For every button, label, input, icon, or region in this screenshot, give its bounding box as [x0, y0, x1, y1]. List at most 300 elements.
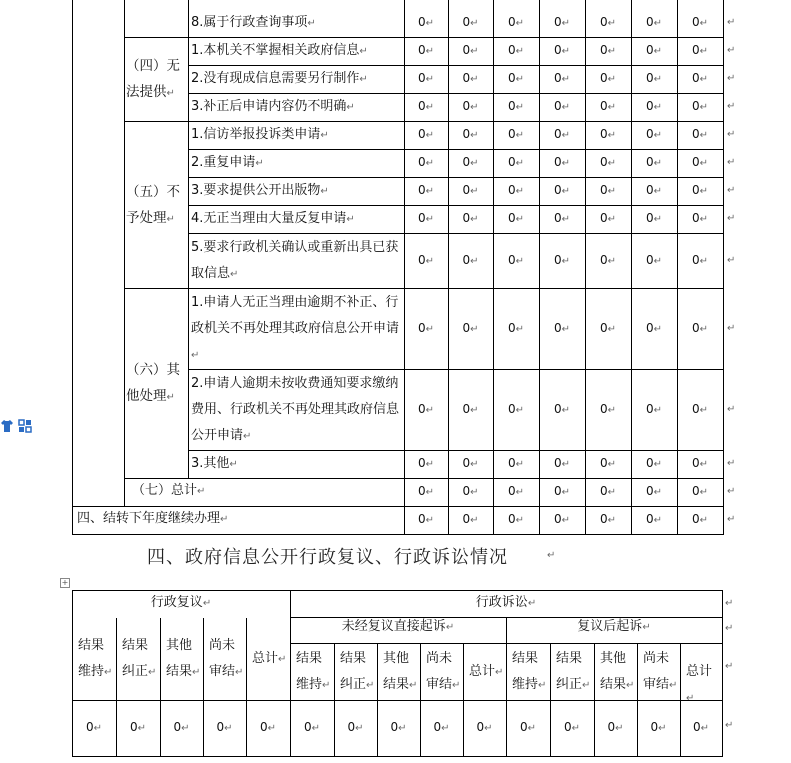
row-end-mark: ↵: [725, 598, 734, 609]
rule-h: [72, 534, 724, 535]
value-cell: 0↵: [417, 211, 435, 225]
paragraph-mark: ↵: [653, 255, 663, 267]
paragraph-mark: ↵: [398, 723, 407, 734]
paragraph-mark: ↵: [425, 404, 435, 416]
value-cell: 0↵: [462, 252, 479, 267]
row-label: 4.无正当理由大量反复申请↵: [191, 211, 355, 226]
paragraph-mark: ↵: [515, 487, 525, 498]
value-cell: 0↵: [417, 183, 435, 197]
paragraph-mark: ↵: [561, 46, 571, 57]
paragraph-mark: ↵: [653, 214, 663, 225]
paragraph-mark: ↵: [658, 723, 667, 734]
row-label: 1.信访举报投诉类申请↵: [191, 127, 329, 142]
paragraph-mark: ↵: [699, 323, 709, 335]
paragraph-mark: ↵: [571, 723, 581, 734]
paragraph-mark: ↵: [515, 186, 525, 197]
value-cell: 0↵: [129, 720, 147, 734]
review-col-header: 尚未审结↵: [209, 637, 244, 679]
after-col-header: 尚未审结↵: [643, 650, 678, 692]
paragraph-mark: ↵: [527, 723, 537, 734]
rule-v: [246, 618, 247, 757]
paragraph-mark: ↵: [699, 404, 709, 416]
paragraph-mark: ↵: [515, 130, 525, 141]
value-cell: 0↵: [417, 43, 435, 57]
paragraph-mark: ↵: [470, 17, 479, 29]
rule-v: [420, 643, 421, 757]
paragraph-mark: ↵: [561, 459, 571, 470]
paragraph-mark: ↵: [527, 598, 537, 609]
rule-h: [72, 756, 723, 757]
value-cell: 0↵: [390, 720, 407, 734]
value-cell: 0↵: [462, 456, 479, 470]
paragraph-mark: ↵: [699, 46, 709, 57]
group-label: （五）不予处理↵: [126, 183, 180, 226]
paragraph-mark: ↵: [699, 102, 709, 113]
paragraph-mark: ↵: [307, 17, 316, 29]
value-cell: 0↵: [507, 155, 525, 169]
paragraph-mark: ↵: [561, 515, 571, 526]
value-cell: 0↵: [417, 456, 435, 470]
paragraph-mark: ↵: [166, 392, 175, 403]
paragraph-mark: ↵: [653, 404, 663, 416]
value-cell: 0↵: [507, 43, 525, 57]
paragraph-mark: ↵: [425, 255, 435, 267]
paragraph-mark: ↵: [699, 74, 709, 85]
value-cell: 0↵: [553, 43, 571, 57]
carry-value: 0↵: [417, 512, 435, 526]
paragraph-mark: ↵: [607, 186, 617, 197]
paragraph-mark: ↵: [470, 74, 479, 85]
row-label: 1.申请人无正当理由逾期不补正、行政机关不再处理其政府信息公开申请↵: [191, 294, 400, 361]
paragraph-mark: ↵: [425, 459, 435, 470]
paragraph-mark: ↵: [699, 158, 709, 169]
paragraph-mark: ↵: [515, 404, 525, 416]
row-label: 3.补正后申请内容仍不明确↵: [191, 99, 355, 114]
row-label: 5.要求行政机关确认或重新出具已获取信息↵: [191, 239, 399, 281]
carry-value: 0↵: [507, 512, 525, 526]
value-cell: 0↵: [462, 183, 479, 197]
direct-suit-header: 未经复议直接起诉↵: [341, 619, 455, 634]
paragraph-mark: ↵: [425, 74, 435, 85]
value-cell: 0↵: [645, 14, 663, 29]
paragraph-mark: ↵: [425, 487, 435, 498]
paragraph-mark: ↵: [515, 515, 525, 526]
paragraph-mark: ↵: [607, 255, 617, 267]
value-cell: 0↵: [563, 720, 581, 734]
value-cell: 0↵: [691, 211, 709, 225]
paragraph-mark: ↵: [699, 487, 709, 498]
rule-v: [550, 643, 551, 757]
paragraph-mark: ↵: [699, 515, 709, 526]
paragraph-mark: ↵: [425, 102, 435, 113]
total-value: 0↵: [462, 484, 479, 498]
value-cell: 0↵: [645, 127, 663, 141]
review-header: 行政复议↵: [150, 595, 212, 610]
section-heading: 四、政府信息公开行政复议、行政诉讼情况: [147, 547, 508, 568]
value-cell: 0↵: [417, 99, 435, 113]
carry-value: 0↵: [599, 512, 617, 526]
paragraph-mark: ↵: [366, 679, 375, 691]
paragraph-mark: ↵: [202, 598, 212, 609]
paragraph-mark: ↵: [699, 459, 709, 470]
rule-h: [72, 700, 723, 701]
paragraph-mark: ↵: [93, 723, 103, 734]
paragraph-mark: ↵: [626, 679, 635, 691]
paragraph-mark: ↵: [515, 74, 525, 85]
paragraph-mark: ↵: [607, 459, 617, 470]
paragraph-mark: ↵: [278, 653, 287, 665]
value-cell: 0↵: [645, 320, 663, 335]
paragraph-mark: ↵: [197, 486, 206, 497]
paragraph-mark: ↵: [166, 88, 175, 99]
paragraph-mark: ↵: [355, 723, 364, 734]
paragraph-mark: ↵: [346, 214, 355, 225]
row-label: 2.重复申请↵: [191, 155, 264, 170]
total-value: 0↵: [507, 484, 525, 498]
value-cell: 0↵: [462, 211, 479, 225]
shirt-icon[interactable]: [0, 419, 14, 433]
paragraph-mark: ↵: [653, 46, 663, 57]
rule-v: [637, 643, 638, 757]
rule-v: [722, 590, 723, 757]
value-cell: 0↵: [553, 155, 571, 169]
total-value: 0↵: [599, 484, 617, 498]
value-cell: 0↵: [433, 720, 450, 734]
value-cell: 0↵: [599, 456, 617, 470]
paragraph-mark: ↵: [235, 666, 244, 678]
value-cell: 0↵: [553, 99, 571, 113]
paragraph-mark: ↵: [561, 323, 571, 335]
paragraph-mark: ↵: [582, 679, 591, 691]
paragraph-mark: ↵: [561, 214, 571, 225]
paragraph-mark: ↵: [561, 186, 571, 197]
value-cell: 0↵: [553, 127, 571, 141]
paragraph-mark: ↵: [538, 679, 547, 691]
value-cell: 0↵: [645, 155, 663, 169]
paragraph-mark: ↵: [515, 17, 525, 29]
value-cell: 0↵: [553, 401, 571, 416]
paragraph-mark: ↵: [607, 214, 617, 225]
row-end-mark: ↵: [725, 623, 734, 634]
value-cell: 0↵: [599, 155, 617, 169]
value-cell: 0↵: [691, 320, 709, 335]
paragraph-mark: ↵: [148, 666, 157, 678]
value-cell: 0↵: [645, 43, 663, 57]
row-end-mark: ↵: [727, 73, 736, 84]
value-cell: 0↵: [599, 211, 617, 225]
paragraph-mark: ↵: [653, 487, 663, 498]
paragraph-mark: ↵: [470, 323, 479, 335]
row-end-mark: ↵: [725, 720, 734, 731]
value-cell: 0↵: [645, 456, 663, 470]
paragraph-mark: ↵: [425, 323, 435, 335]
row-label: 2.申请人逾期未按收费通知要求缴纳费用、行政机关不再处理其政府信息公开申请↵: [191, 375, 400, 443]
paragraph-mark: ↵: [515, 323, 525, 335]
row-end-mark: ↵: [727, 45, 736, 56]
value-cell: 0↵: [507, 320, 525, 335]
value-cell: 0↵: [691, 127, 709, 141]
paragraph-mark: ↵: [653, 323, 663, 335]
value-cell: 0↵: [462, 71, 479, 85]
value-cell: 0↵: [645, 71, 663, 85]
paragraph-mark: ↵: [470, 102, 479, 113]
paragraph-mark: ↵: [359, 74, 368, 85]
row-label: 3.其他↵: [191, 456, 238, 471]
paragraph-mark: ↵: [267, 723, 277, 734]
paragraph-mark: ↵: [653, 186, 663, 197]
value-cell: 0↵: [553, 14, 571, 29]
paragraph-mark: ↵: [495, 666, 504, 678]
paragraph-mark: ↵: [607, 46, 617, 57]
paragraph-mark: ↵: [425, 158, 435, 169]
paragraph-mark: ↵: [166, 213, 175, 225]
rule-v: [203, 618, 204, 757]
value-cell: 0↵: [553, 211, 571, 225]
paragraph-mark: ↵: [669, 679, 678, 691]
value-cell: 0↵: [599, 43, 617, 57]
value-cell: 0↵: [691, 252, 709, 267]
paragraph-mark: ↵: [653, 74, 663, 85]
row-label: 2.没有现成信息需要另行制作↵: [191, 71, 368, 86]
paragraph-mark: ↵: [653, 459, 663, 470]
value-cell: 0↵: [519, 720, 537, 734]
value-cell: 0↵: [462, 127, 479, 141]
value-cell: 0↵: [507, 99, 525, 113]
paragraph-mark: ↵: [607, 323, 617, 335]
carry-value: 0↵: [691, 512, 709, 526]
value-cell: 0↵: [216, 720, 233, 734]
paragraph-mark: ↵: [699, 214, 709, 225]
rule-v: [594, 643, 595, 757]
paragraph-mark: ↵: [607, 404, 617, 416]
paragraph-mark: ↵: [653, 102, 663, 113]
paragraph-mark: ↵: [700, 723, 710, 734]
paragraph-mark: ↵: [484, 723, 493, 734]
rule-v: [124, 0, 125, 507]
value-cell: 0↵: [645, 401, 663, 416]
paragraph-mark: ↵: [255, 158, 264, 169]
paragraph-mark: ↵: [615, 723, 624, 734]
row-end-mark: ↵: [727, 322, 736, 334]
paragraph-mark: ↵: [653, 130, 663, 141]
paragraph-mark: ↵: [470, 487, 479, 498]
value-cell: 0↵: [691, 456, 709, 470]
after-review-header: 复议后起诉↵: [577, 619, 651, 634]
row-end-mark: ↵: [727, 101, 736, 112]
paragraph-mark: ↵: [561, 255, 571, 267]
value-cell: 0↵: [599, 71, 617, 85]
total-value: 0↵: [691, 484, 709, 498]
review-col-header: 结果纠正↵: [122, 637, 157, 679]
after-col-header: 结果纠正↵: [556, 650, 591, 692]
value-cell: 0↵: [691, 14, 709, 29]
value-cell: 0↵: [599, 14, 617, 29]
value-cell: 0↵: [462, 401, 479, 416]
paragraph-mark: ↵: [425, 46, 435, 57]
value-cell: 0↵: [476, 720, 493, 734]
direct-col-header: 其他结果↵: [383, 650, 418, 692]
paragraph-mark: ↵: [470, 404, 479, 416]
row-label: 1.本机关不掌握相关政府信息↵: [191, 43, 368, 58]
paragraph-mark: ↵: [425, 186, 435, 197]
value-cell: 0↵: [645, 99, 663, 113]
carry-value: 0↵: [462, 512, 479, 526]
paragraph-mark: ↵: [425, 214, 435, 225]
value-cell: 0↵: [417, 127, 435, 141]
rule-v: [334, 643, 335, 757]
value-cell: 0↵: [599, 401, 617, 416]
paragraph-mark: ↵: [653, 158, 663, 169]
value-cell: 0↵: [507, 456, 525, 470]
paragraph-mark: ↵: [452, 679, 461, 691]
value-cell: 0↵: [691, 43, 709, 57]
paragraph-mark: ↵: [561, 17, 571, 29]
paragraph-mark: ↵: [607, 17, 617, 29]
row-label: 8.属于行政查询事项↵: [191, 14, 316, 30]
paragraph-mark: ↵: [230, 268, 239, 280]
paragraph-mark: ↵: [547, 550, 556, 561]
carry-label: 四、结转下年度继续办理↵: [77, 511, 229, 526]
total-value: 0↵: [553, 484, 571, 498]
paragraph-mark: ↵: [642, 622, 651, 633]
paragraph-mark: ↵: [607, 158, 617, 169]
group-label: （六）其他处理↵: [126, 362, 180, 404]
paragraph-mark: ↵: [470, 46, 479, 57]
value-cell: 0↵: [303, 720, 321, 734]
value-cell: 0↵: [507, 183, 525, 197]
paragraph-mark: ↵: [191, 349, 200, 361]
paragraph-mark: ↵: [515, 255, 525, 267]
paragraph-mark: ↵: [515, 214, 525, 225]
paragraph-mark: ↵: [359, 46, 368, 57]
paragraph-mark: ↵: [320, 130, 329, 141]
value-cell: 0↵: [507, 71, 525, 85]
rule-v: [188, 0, 189, 479]
paragraph-mark: ↵: [515, 102, 525, 113]
value-cell: 0↵: [599, 320, 617, 335]
review-col-header: 结果维持↵: [78, 637, 113, 679]
value-cell: 0↵: [599, 183, 617, 197]
paragraph-mark: ↵: [515, 459, 525, 470]
review-col-header: 其他结果↵: [166, 637, 201, 679]
paragraph-mark: ↵: [699, 130, 709, 141]
value-cell: 0↵: [507, 211, 525, 225]
after-col-header: 总计↵: [686, 663, 713, 704]
row-end-mark: ↵: [727, 486, 736, 497]
direct-col-header: 总计↵: [469, 663, 504, 679]
value-cell: 0↵: [599, 99, 617, 113]
row-end-mark: ↵: [727, 185, 736, 196]
value-cell: 0↵: [691, 71, 709, 85]
paragraph-mark: ↵: [346, 102, 355, 113]
paragraph-mark: ↵: [686, 692, 695, 704]
value-cell: 0↵: [692, 720, 710, 734]
value-cell: 0↵: [462, 99, 479, 113]
paragraph-mark: ↵: [311, 723, 321, 734]
after-col-header: 结果维持↵: [512, 650, 547, 692]
value-cell: 0↵: [691, 155, 709, 169]
litigation-header: 行政诉讼↵: [475, 595, 537, 610]
paragraph-mark: ↵: [445, 622, 455, 633]
paragraph-mark: ↵: [607, 102, 617, 113]
paragraph-mark: ↵: [243, 430, 252, 442]
layout-grid-icon[interactable]: [18, 419, 32, 433]
row-end-mark: ↵: [727, 129, 736, 140]
value-cell: 0↵: [599, 252, 617, 267]
value-cell: 0↵: [462, 320, 479, 335]
value-cell: 0↵: [691, 401, 709, 416]
rule-v: [680, 643, 681, 757]
paragraph-mark: ↵: [561, 102, 571, 113]
row-end-mark: ↵: [727, 403, 736, 415]
paragraph-mark: ↵: [470, 130, 479, 141]
value-cell: 0↵: [691, 183, 709, 197]
value-cell: 0↵: [507, 127, 525, 141]
value-cell: 0↵: [645, 183, 663, 197]
paragraph-mark: ↵: [561, 487, 571, 498]
row-end-mark: ↵: [727, 514, 736, 525]
paragraph-mark: ↵: [607, 130, 617, 141]
row-end-mark: ↵: [727, 16, 736, 28]
value-cell: 0↵: [553, 320, 571, 335]
paragraph-mark: ↵: [699, 255, 709, 267]
value-cell: 0↵: [645, 252, 663, 267]
value-cell: 0↵: [417, 320, 435, 335]
paragraph-mark: ↵: [653, 515, 663, 526]
value-cell: 0↵: [347, 720, 364, 734]
rule-v: [160, 618, 161, 757]
row-label: 3.要求提供公开出版物↵: [191, 183, 329, 198]
paragraph-mark: ↵: [220, 514, 229, 525]
paragraph-mark: ↵: [137, 723, 147, 734]
rule-h: [124, 478, 724, 479]
paragraph-mark: ↵: [699, 17, 709, 29]
value-cell: 0↵: [417, 14, 435, 29]
paragraph-mark: ↵: [470, 186, 479, 197]
value-cell: 0↵: [417, 71, 435, 85]
paragraph-mark: ↵: [561, 158, 571, 169]
direct-col-header: 结果维持↵: [296, 650, 331, 692]
value-cell: 0↵: [85, 720, 103, 734]
value-cell: 0↵: [599, 127, 617, 141]
paragraph-mark: ↵: [515, 46, 525, 57]
paragraph-mark: ↵: [425, 130, 435, 141]
value-cell: 0↵: [553, 456, 571, 470]
side-toolbar: [0, 419, 32, 433]
value-cell: 0↵: [462, 43, 479, 57]
value-cell: 0↵: [462, 14, 479, 29]
direct-col-header: 结果纠正↵: [340, 650, 375, 692]
total-label: （七）总计↵: [132, 483, 206, 498]
rule-v: [723, 0, 724, 535]
paragraph-mark: ↵: [181, 723, 190, 734]
paragraph-mark: ↵: [470, 214, 479, 225]
row-end-mark: ↵: [725, 661, 734, 672]
paragraph-mark: ↵: [607, 487, 617, 498]
table-move-handle[interactable]: +: [61, 578, 69, 587]
value-cell: 0↵: [259, 720, 277, 734]
after-col-header: 其他结果↵: [600, 650, 635, 692]
paragraph-mark: ↵: [425, 17, 435, 29]
paragraph-mark: ↵: [607, 74, 617, 85]
paragraph-mark: ↵: [561, 130, 571, 141]
value-cell: 0↵: [417, 401, 435, 416]
review-col-header: 总计↵: [252, 650, 287, 666]
direct-col-header: 尚未审结↵: [426, 650, 461, 692]
paragraph-mark: ↵: [607, 515, 617, 526]
paragraph-mark: ↵: [229, 459, 238, 470]
rule-v: [377, 643, 378, 757]
